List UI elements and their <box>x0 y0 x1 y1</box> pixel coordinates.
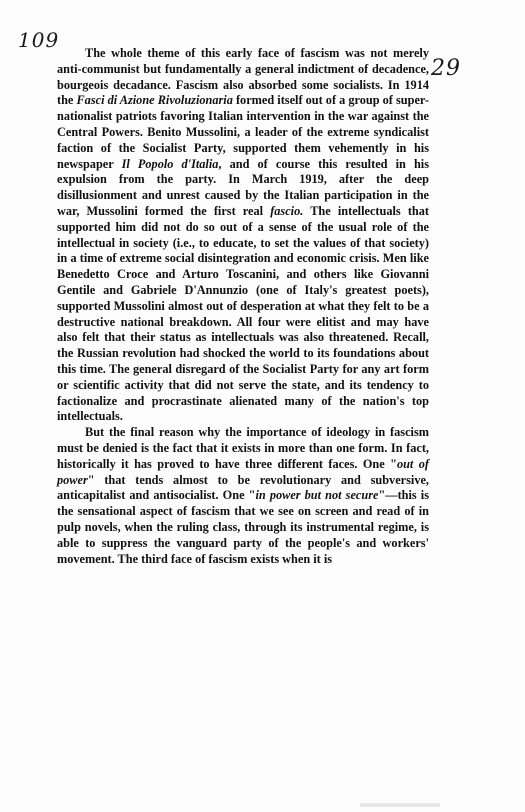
handwritten-annotation: 29 <box>431 56 461 81</box>
text-run: "—this is the sensational aspect of fascism that we see on screen and read of in pulp novels, when the ruling class, through its instrumental regime, is able to suppress the vanguard party of the people's and workers' movement. The third face of fascism exists when it is <box>57 488 430 566</box>
italic-run: Fasci di Azione Rivoluzionaria <box>76 93 233 108</box>
text-run: " that tends almost to be revolutionary and subversive, anticapitalist and antisocialist. One " <box>57 472 429 503</box>
italic-run: out of power <box>57 456 429 487</box>
text-run: But the final reason why the importance of ideology in fascism must be denied is the fact that it exists in more than one form. In fact, historically it has proved to have three different faces. One " <box>57 425 429 471</box>
text-run: , and of course this resulted in his expulsion from the party. In March 1919, after the deep disillusionment and unrest caused by the Italian participation in the war, Mussolini formed the first real <box>57 156 429 218</box>
italic-run: Il Popolo d'Italia <box>121 156 219 171</box>
text-run: The intellectuals that supported him did not do so out of a sense of the usual role of the intellectual in society (i.e., to educate, to set the values of that society) in a time of extreme social disintegration and economic crisis. Men like Benedetto Croce and Arturo Toscanini, and others like Giovanni Gentile and Gabriele D'Annunzio (one of Italy's greatest poets), supported Mussolini almost out of desperation at what they felt to be a destructive national breakdown. All four were elitist and may have also felt that their status as intellectuals was also threatened. Recall, the Russian revolution had shocked the world to its foundations about this time. The general disregard of the Socialist Party for any art form or scientific activity that did not serve the state, and its tendency to factionalize and procrastinate alienated many of the nation's top intellectuals. <box>57 203 429 424</box>
paragraph-2 <box>57 425 429 567</box>
scan-artifact <box>360 803 440 807</box>
handwritten-page-number: 109 <box>18 28 60 52</box>
italic-run: fascio. <box>270 203 304 218</box>
body-text <box>57 46 429 567</box>
text-run: The whole theme of this early face of fascism was not merely anti-communist but fundamentally a general indictment of decadence, bourgeois decadance. Fascism also absorbed some socialists. In 1914 the <box>57 46 429 108</box>
italic-run: in power but not secure <box>255 488 379 503</box>
paragraph-1 <box>57 46 429 425</box>
text-run: formed itself out of a group of super-nationalist patriots favoring Italian intervention in the war against the Central Powers. Benito Mussolini, a leader of the extreme syndicalist faction of the Socialist Party, supported them vehemently in his newspaper <box>57 93 429 171</box>
